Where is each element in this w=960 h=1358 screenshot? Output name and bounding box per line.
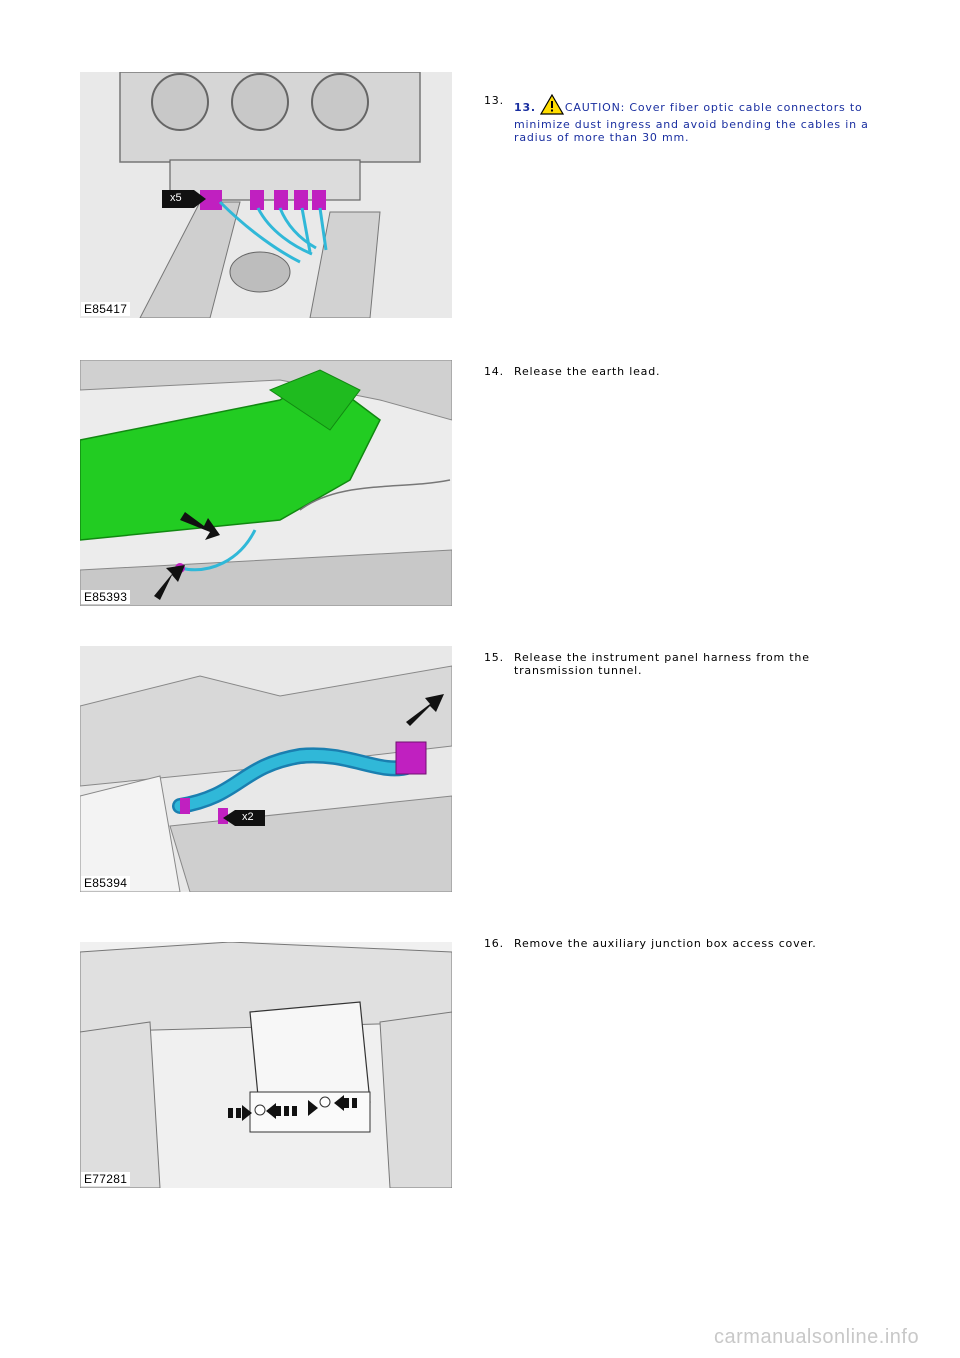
callout-x5: x5 [170, 192, 182, 204]
step-number: 15. [484, 651, 504, 664]
figure-e85394 [80, 646, 452, 892]
figure-id: E85394 [81, 876, 130, 890]
caution-text: CAUTION: Cover fiber optic cable connectors to minimize dust ingress and avoid bending the cables in a radius of more than 30 mm. [514, 101, 869, 144]
figure-id: E85393 [81, 590, 130, 604]
step-number: 13. [484, 94, 504, 107]
earth-lead-illustration [80, 360, 452, 606]
warning-triangle-icon [540, 94, 564, 118]
step-text: Release the instrument panel harness from the transmission tunnel. [514, 651, 810, 677]
figure-e85417 [80, 72, 452, 318]
step-text: Release the earth lead. [514, 365, 661, 378]
inline-step-number: 13. [514, 101, 536, 114]
figure-id: E85417 [81, 302, 130, 316]
step-number: 16. [484, 937, 504, 950]
figure-e85393 [80, 360, 452, 606]
step-text: Remove the auxiliary junction box access cover. [514, 937, 817, 950]
step-number: 14. [484, 365, 504, 378]
figure-e77281 [80, 942, 452, 1188]
step-text [514, 94, 884, 144]
figure-id: E77281 [81, 1172, 130, 1186]
connector-illustration [80, 72, 452, 318]
watermark: carmanualsonline.info [714, 1326, 920, 1348]
callout-x2: x2 [242, 811, 254, 823]
harness-illustration [80, 646, 452, 892]
junction-box-illustration [80, 942, 452, 1188]
